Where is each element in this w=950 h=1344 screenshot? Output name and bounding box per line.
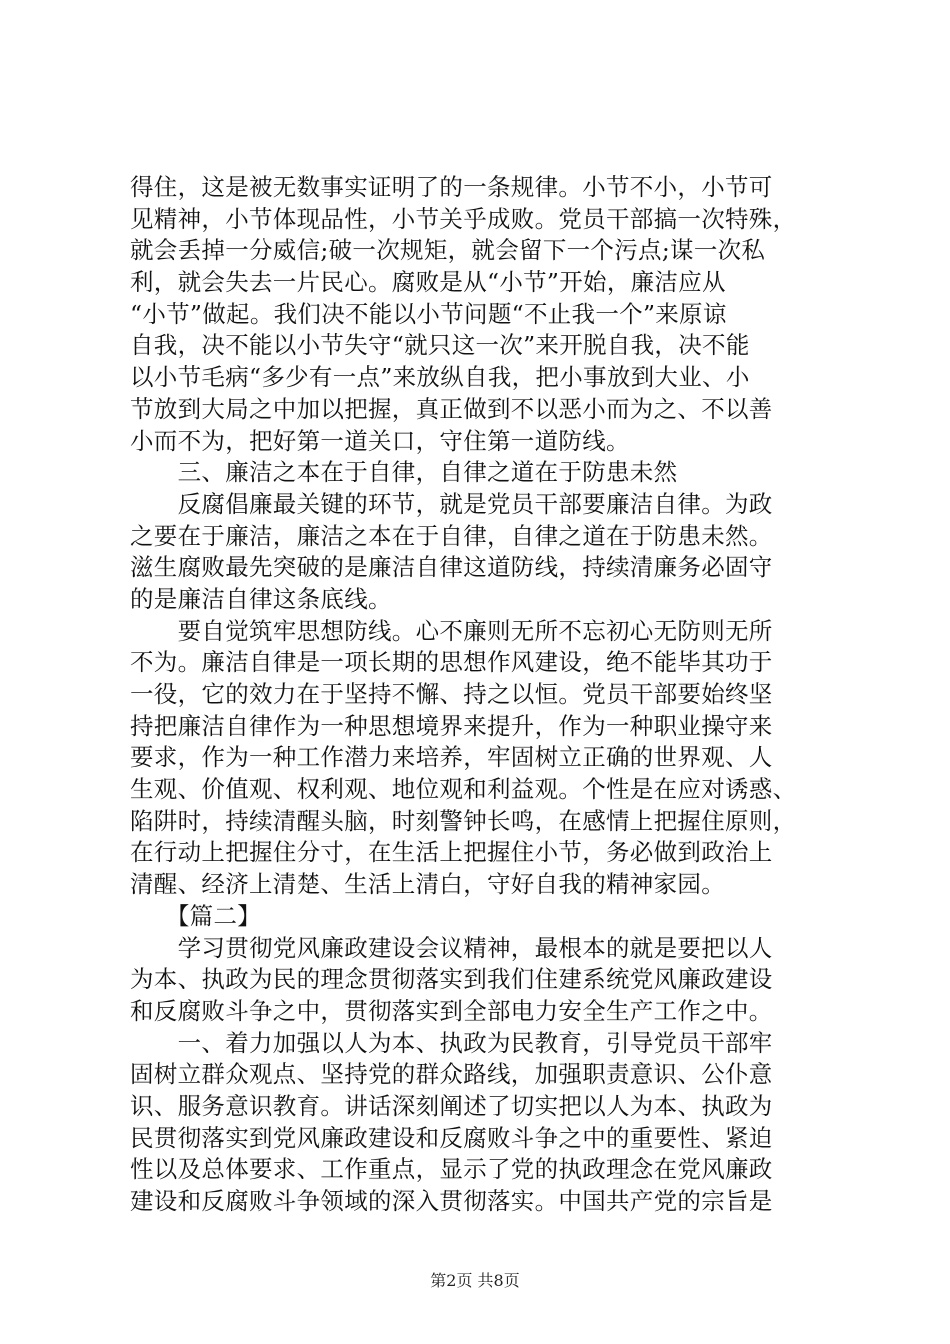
text-line: 利，就会失去一片民心。腐败是从“小节”开始，廉洁应从 [130, 268, 726, 297]
chapter-heading: 【篇二】 [130, 901, 262, 930]
text-line: 自我，决不能以小节失守“就只这一次”来开脱自我，决不能 [130, 331, 750, 360]
text-line: 要求，作为一种工作潜力来培养，牢固树立正确的世界观、人 [130, 743, 773, 772]
text-line: 就会丢掉一分威信;破一次规矩，就会留下一个污点;谋一次私 [130, 236, 766, 265]
text-line: 之要在于廉洁，廉洁之本在于自律，自律之道在于防患未然。 [130, 521, 773, 550]
text-line: 生观、价值观、权利观、地位观和利益观。个性是在应对诱惑、 [130, 775, 797, 804]
text-line: 一役，它的效力在于坚持不懈、持之以恒。党员干部要始终坚 [130, 680, 773, 708]
text-line: 滋生腐败最先突破的是廉洁自律这道防线，持续清廉务必固守 [130, 553, 773, 582]
text-line: 持把廉洁自律作为一种思想境界来提升，作为一种职业操守来 [130, 711, 773, 740]
text-line: 要自觉筑牢思想防线。心不廉则无所不忘初心无防则无所 [130, 616, 773, 645]
text-line: 得住，这是被无数事实证明了的一条规律。小节不小，小节可 [130, 173, 773, 201]
text-line: 固树立群众观点、坚持党的群众路线，加强职责意识、公仆意 [130, 1060, 773, 1089]
text-line: 见精神，小节体现品性，小节关乎成败。党员干部搞一次特殊， [130, 204, 797, 233]
text-line: 性以及总体要求、工作重点，显示了党的执政理念在党风廉政 [130, 1155, 773, 1184]
text-line: 和反腐败斗争之中，贯彻落实到全部电力安全生产工作之中。 [130, 996, 773, 1025]
page-number-footer: 第2页 共8页 [430, 1271, 520, 1290]
text-line: 的是廉洁自律这条底线。 [130, 584, 392, 613]
text-line: 节放到大局之中加以把握，真正做到不以恶小而为之、不以善 [130, 394, 773, 423]
text-line: 建设和反腐败斗争领域的深入贯彻落实。中国共产党的宗旨是 [130, 1187, 773, 1215]
text-line: 清醒、经济上清楚、生活上清白，守好自我的精神家园。 [130, 870, 725, 899]
text-line: 民贯彻落实到党风廉政建设和反腐败斗争之中的重要性、紧迫 [130, 1123, 773, 1152]
body-text [130, 172, 830, 1218]
text-line: 学习贯彻党风廉政建设会议精神，最根本的就是要把以人 [130, 933, 773, 962]
section-heading-3: 三、廉洁之本在于自律，自律之道在于防患未然 [130, 458, 678, 487]
text-line: 一、着力加强以人为本、执政为民教育，引导党员干部牢 [130, 1028, 773, 1057]
text-line: 不为。廉洁自律是一项长期的思想作风建设，绝不能毕其功于 [130, 648, 773, 677]
text-line: 陷阱时，持续清醒头脑，时刻警钟长鸣，在感情上把握住原则， [130, 806, 797, 835]
text-line: 在行动上把握住分寸，在生活上把握住小节，务必做到政治上 [130, 838, 773, 867]
text-line: 反腐倡廉最关键的环节，就是党员干部要廉洁自律。为政 [130, 489, 773, 518]
text-line: 识、服务意识教育。讲话深刻阐述了切实把以人为本、执政为 [130, 1091, 773, 1120]
text-line: 小而不为，把好第一道关口，守住第一道防线。 [130, 426, 630, 455]
text-line: 以小节毛病“多少有一点”来放纵自我，把小事放到大业、小 [130, 363, 750, 392]
text-line: 为本、执政为民的理念贯彻落实到我们住建系统党风廉政建设 [130, 965, 773, 994]
text-line: “小节”做起。我们决不能以小节问题“不止我一个”来原谅 [130, 299, 727, 328]
